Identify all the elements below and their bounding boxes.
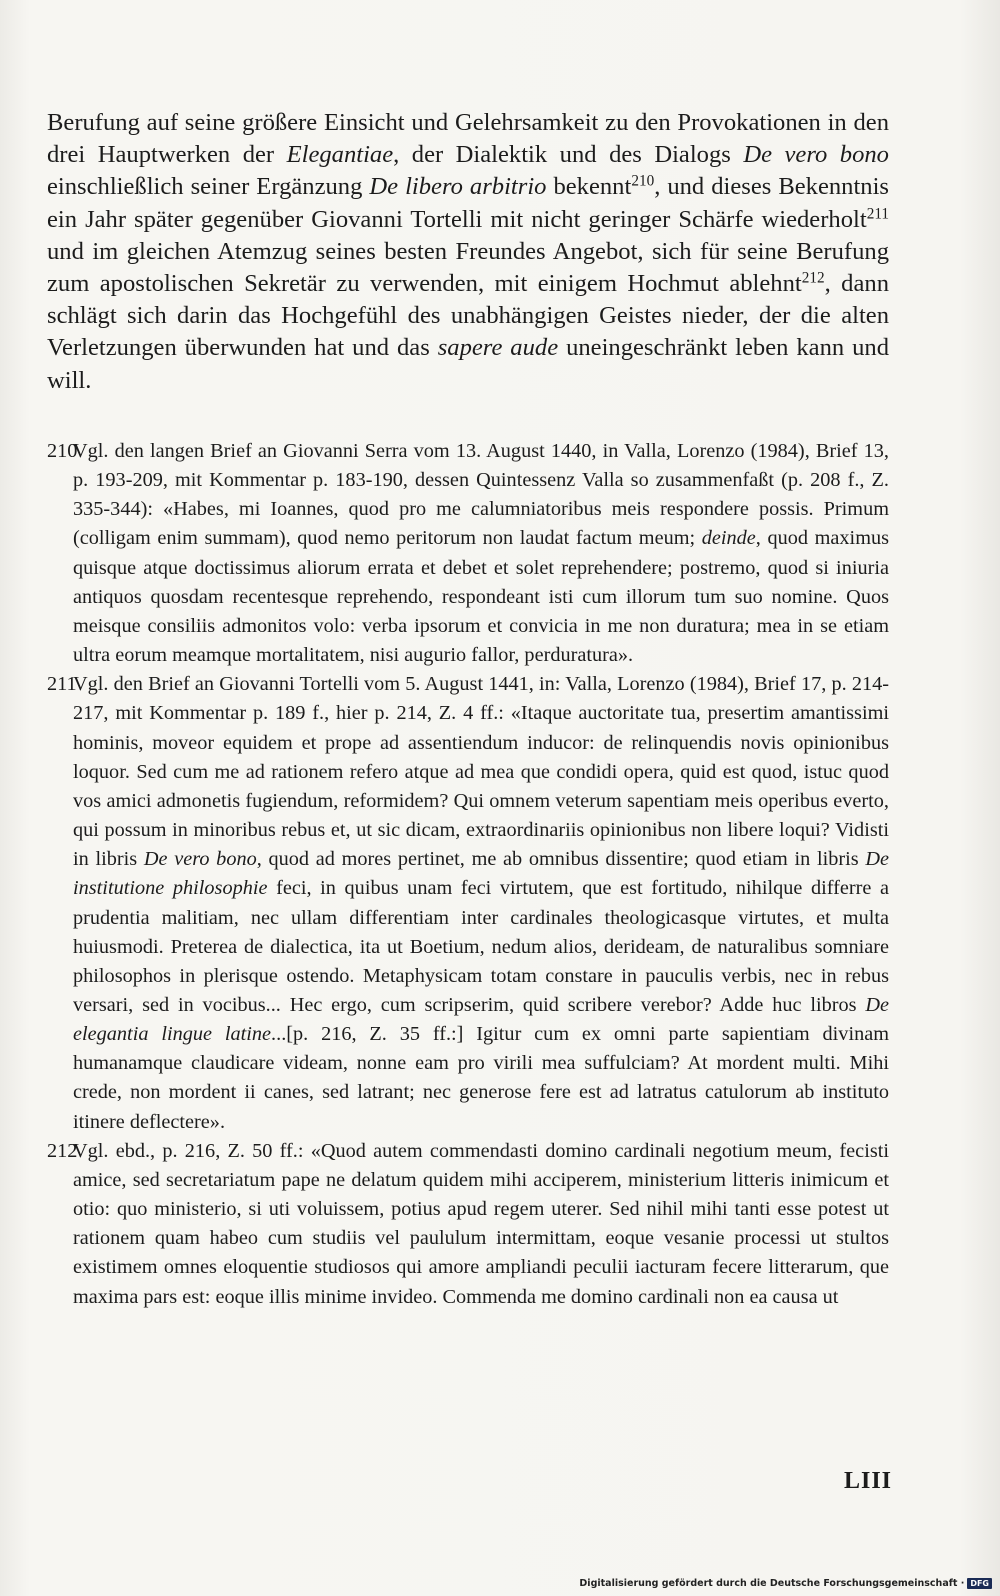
footnote-ref: 211 [866, 205, 889, 223]
footnote-italic: deinde [701, 527, 756, 550]
footnote-number: 212 [47, 1139, 78, 1162]
body-text: Berufung auf seine größere Einsicht und Gelehrsamkeit zu den Provokationen in den drei Hauptwerken der [47, 109, 889, 169]
body-text: bekennt [546, 173, 632, 201]
body-italic: Elegantiae [286, 141, 394, 169]
footnote-italic: De elegantia lingue latine [73, 993, 889, 1046]
page-number: LIII [843, 1468, 892, 1494]
body-paragraph [47, 107, 889, 397]
footnote-ref: 212 [801, 269, 825, 287]
footnote-text: feci, in quibus unam feci virtutem, que est fortitudo, nihilque differre a prudentia malitiam, nec ullam differentiam inter cardinales theologicasque virtutes, et multa huiusmodi. Preterea de dialectica, ita ut Boetium, nedum alios, derideam, de naturalibus somniare philosophos in plerisque ostendo. Metaphysicam totam constare in pauculis verbis, nec in rebus versari, sed in vocibus... Hec ergo, cum scripserim, quid scribere verebor? Adde huc libros [73, 877, 889, 1016]
footnote-212 [47, 1137, 889, 1312]
footnote-210 [47, 437, 889, 670]
dfg-logo: DFG [967, 1578, 992, 1589]
body-italic: sapere aude [437, 334, 559, 362]
body-text: , der Dialektik und des Dialogs [393, 141, 744, 169]
body-text: , und dieses Bekenntnis ein Jahr später gegenüber Giovanni Tortelli mit nicht geringer Schärfe wiederholt [47, 173, 889, 233]
body-text: und im gleichen Atemzug seines besten Freundes Angebot, sich für seine Berufung zum apostolischen Sekretär zu verwenden, mit einigem Hochmut ablehnt [47, 237, 889, 298]
footnote-text: ...[p. 216, Z. 35 ff.:] Igitur cum ex omni parte sapientiam divinam humanamque claudicare videam, nonne eam pro virili mea suffulciam? At mordent multi. Mihi crede, non mordent ii canes, sed latrant; nec generose fere est ad latratus catulorum ab instituto itinere deflectere». [73, 1023, 890, 1133]
digitization-credit [579, 1578, 992, 1589]
footnote-ref: 210 [631, 173, 655, 191]
footnote-211 [47, 670, 889, 1137]
body-italic: De vero bono [743, 141, 889, 169]
footnote-italic: De institutione philosophie [73, 848, 890, 900]
footnote-italic: De vero bono [143, 848, 257, 871]
footnote-number: 211 [47, 673, 77, 696]
body-text: uneingeschränkt leben kann und will. [47, 334, 889, 394]
footnotes-section [47, 437, 889, 1312]
footnote-text: Vgl. den langen Brief an Giovanni Serra vom 13. August 1440, in Valla, Lorenzo (1984), Brief 13, p. 193-209, mit Kommentar p. 183-190, dessen Quintessenz Valla so zusammenfaßt (p. 208 f., Z. 335-344): «Habes, mi Ioannes, quod pro me calumniatoribus meis respondere possis. Primum (colligam enim summam), quod nemo peritorum non laudat factum meum; [73, 440, 889, 550]
footnote-text: Vgl. ebd., p. 216, Z. 50 ff.: «Quod autem commendasti domino cardinali negotium meum, fecisti amice, sed secretariatum pape ne delatum quidem mihi acciperem, ministerium litteris inimicum et otio: quo ministerio, si uti voluissem, potius apud regem uterer. Sed nihil mihi tanti esse potest ut rationem quam habeo cum studiis vel paululum intermittam, eoque vesanie processi ut stultos existimem omnes eloquentie studiosos qui amore ampliandi peculii iacturam fecere litterarum, que maxima pars est: eoque illis minime invideo. Commenda me domino cardinali non ea causa ut [73, 1139, 889, 1308]
footnote-text: Vgl. den Brief an Giovanni Tortelli vom 5. August 1441, in: Valla, Lorenzo (1984), Brief 17, p. 214-217, mit Kommentar p. 189 f., hier p. 214, Z. 4 ff.: «Itaque auctoritate tua, presertim amantissimi hominis, moveor equidem et prope ad assentiendum inducor: de relinquendis novis opinionibus loquor. Sed cum me ad rationem refero atque ad mea que condidi opera, quid est quod, istuc quod vos amici admonetis fugiendum, reformidem? Qui omnem veterum sapentiam meis operibus everto, qui possum in minoribus rebus et, ut sic dicam, extraordinariis opinionibus non libere loqui? Vidisti in libris [73, 673, 889, 871]
footnote-text: , quod maximus quisque atque doctissimus aliorum errata et debet et solet reprehendere; postremo, quod si iniuria antiquos quosdam recentesque reprehendo, respondeant isti cum illorum tum suo nomine. Quos meisque consiliis admonitos volo: verba ipsorum et convicia in me non duratura; mea in se etiam ultra eorum meamque mortalitatem, nisi augurio fallor, perduratura». [73, 527, 890, 667]
body-italic: De libero arbitrio [369, 173, 547, 201]
credit-text: Digitalisierung gefördert durch die Deutsche Forschungsgemeinschaft · [579, 1578, 965, 1589]
footnote-number: 210 [47, 440, 78, 462]
footnote-text: , quod ad mores pertinet, me ab omnibus dissentire; quod etiam in libris [256, 848, 866, 871]
body-text: einschließlich seiner Ergänzung [47, 173, 370, 201]
body-text: , dann schlägt sich darin das Hochgefühl des unabhängigen Geistes nieder, der die alten Verletzungen überwunden hat und das [47, 270, 889, 362]
